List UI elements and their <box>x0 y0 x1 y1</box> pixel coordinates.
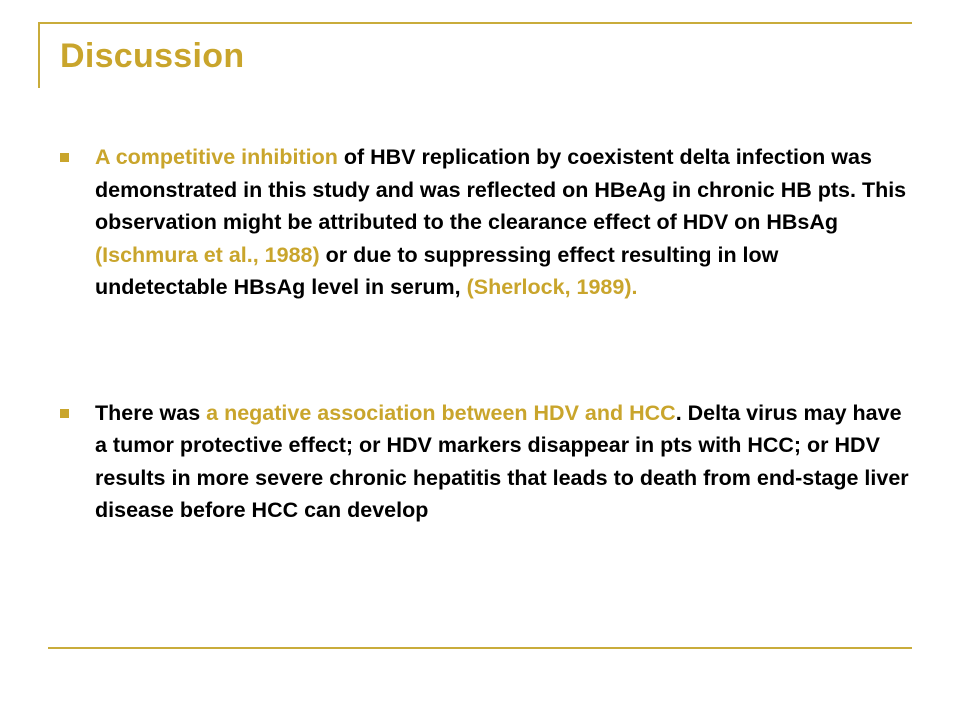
bottom-divider <box>48 647 912 649</box>
bullet-1-text-b: or due to suppressing effect resulting in low undetectable HBsAg level in serum, <box>95 242 779 299</box>
citation-ischmura: (Ischmura et al., 1988) <box>95 242 320 267</box>
left-divider <box>38 22 40 88</box>
bullet-item-1 <box>60 141 910 304</box>
bullet-2-text-a: There was <box>95 400 207 425</box>
highlight-competitive-inhibition: A competitive inhibition <box>95 145 338 169</box>
highlight-negative-association: a negative association between HDV and HCC <box>206 400 676 425</box>
bullet-list <box>60 141 910 527</box>
citation-sherlock: (Sherlock, 1989). <box>466 275 638 299</box>
square-bullet-icon <box>60 153 69 162</box>
square-bullet-icon <box>60 409 69 418</box>
top-divider <box>40 22 912 24</box>
bullet-item-2 <box>60 397 910 527</box>
bullet-1-text-a: of HBV replication by coexistent delta infection was demonstrated in this study and was reflected on HBeAg in chronic HB pts. This observation might be attributed to the clearance effect of HDV on HBsAg <box>95 145 907 234</box>
bullet-2-text-b: . Delta virus may have a tumor protective effect; or HDV markers disappear in pts with HCC; or HDV results in more severe chronic hepatitis that leads to death from end-stage liver disease before HCC can develop <box>95 400 909 522</box>
slide-title: Discussion <box>60 37 245 75</box>
